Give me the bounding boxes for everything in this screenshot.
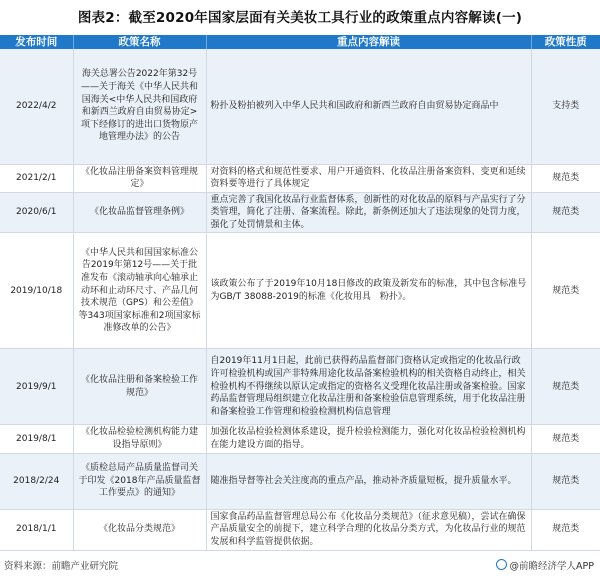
brand-credit (496, 558, 594, 576)
header-key-content: 重点内容解读 (206, 35, 531, 49)
cell-date: 2020/6/1 (0, 192, 73, 233)
cell-policy-nature: 规范类 (531, 164, 600, 192)
brand-credit-text: @前瞻经济学人APP (509, 561, 594, 572)
cell-policy-nature: 规范类 (531, 425, 600, 453)
table-header-row (0, 35, 600, 49)
cell-date: 2018/1/1 (0, 509, 73, 550)
header-policy-name: 政策名称 (73, 35, 206, 49)
cell-date: 2019/8/1 (0, 425, 73, 453)
cell-policy-nature: 规范类 (531, 453, 600, 509)
cell-policy-nature: 规范类 (531, 509, 600, 550)
table-row (0, 192, 600, 233)
cell-key-content: 粉扑及粉拍被列入中华人民共和国政府和新西兰政府自由贸易协定商品中 (206, 49, 531, 164)
cell-date: 2018/2/24 (0, 453, 73, 509)
cell-policy-name: 《化妆品注册备案资料管理规定》 (73, 164, 206, 192)
cell-date: 2022/4/2 (0, 49, 73, 164)
cell-key-content: 随准指导督等社会关注度高的重点产品，推动补齐质量短板，提升质量水平。 (206, 453, 531, 509)
footer (0, 558, 600, 576)
cell-date: 2019/9/1 (0, 349, 73, 425)
cell-date: 2021/2/1 (0, 164, 73, 192)
cell-policy-name: 《化妆品监督管理条例》 (73, 192, 206, 233)
cell-policy-name: 《化妆品分类规范》 (73, 509, 206, 550)
brand-logo-icon (496, 559, 507, 570)
cell-policy-name: 《化妆品检验检测机构能力建设指导原则》 (73, 425, 206, 453)
source-note: 资料来源：前瞻产业研究院 (4, 561, 119, 572)
cell-policy-nature: 规范类 (531, 349, 600, 425)
cell-key-content: 重点完善了我国化妆品行业监督体系，创新性的对化妆品的原料与产品实行了分类管理，简化了注册、备案流程。除此，新条例还加大了违法现象的处罚力度，强化了处罚情景和主体。 (206, 192, 531, 233)
cell-policy-name: 《化妆品注册和备案检验工作规范》 (73, 349, 206, 425)
table-row (0, 425, 600, 453)
table-row (0, 509, 600, 550)
table-row (0, 49, 600, 164)
cell-key-content: 自2019年11月1日起，此前已获得药品监督部门资格认定或指定的化妆品行政许可检验机构或国产非特殊用途化妆品备案检验机构的相关资格自动终止，相关检验机构不得继续以原认定或指定的资格名义受理化妆品注册或备案检验。国家药品监督管理局组织建立化妆品注册和备案检验信息管理系统，用于化妆品注册和备案检验工作管理和检验检测机构信息管理 (206, 349, 531, 425)
cell-policy-name: 海关总署公告2022年第32号——关于海关《中华人民共和国海关<中华人民共和国政府和新西兰政府自由贸易协定>项下经修订的进出口货物原产地管理办法》的公告 (73, 49, 206, 164)
cell-key-content: 对资料的格式和规范性要求、用户开通资料、化妆品注册备案资料、变更和延续资料要等进行了具体规定 (206, 164, 531, 192)
table-row (0, 349, 600, 425)
cell-policy-name: 《中华人民共和国国家标准公告2019年第12号——关于批准发布《滚动轴承向心轴承止动环和止动环尺寸、产品几何技术规范（GPS）和公差值》等343项国家标准和2项国家标准修改单的公告》 (73, 233, 206, 349)
cell-key-content: 加强化妆品检验检测体系建设，提升检验检测能力，强化对化妆品检验检测机构在能力建设方面的指导。 (206, 425, 531, 453)
cell-policy-nature: 支持类 (531, 49, 600, 164)
table-row (0, 453, 600, 509)
cell-policy-name: 《质检总局产品质量监督司关于印发《2018年产品质量监督工作要点》的通知》 (73, 453, 206, 509)
table-row (0, 164, 600, 192)
cell-policy-nature: 规范类 (531, 192, 600, 233)
page-title: 图表2：截至2020年国家层面有关美妆工具行业的政策重点内容解读(一) (77, 10, 523, 26)
table-row (0, 233, 600, 349)
header-policy-nature: 政策性质 (531, 35, 600, 49)
cell-policy-nature: 规范类 (531, 233, 600, 349)
header-date: 发布时间 (0, 35, 73, 49)
cell-date: 2019/10/18 (0, 233, 73, 349)
cell-key-content: 国家食品药品监督管理总局公布《化妆品分类规范》（征求意见稿），尝试在确保产品质量安全的前提下，建立科学合理的化妆品分类方式，为化妆品行业的规范发展和科学监管提供依据。 (206, 509, 531, 550)
cell-key-content: 该政策公布了于2019年10月18日修改的政策及新发布的标准，其中包含标准号为GB/T 38088-2019的标准《化妆用具 粉扑》。 (206, 233, 531, 349)
policy-table (0, 35, 600, 551)
